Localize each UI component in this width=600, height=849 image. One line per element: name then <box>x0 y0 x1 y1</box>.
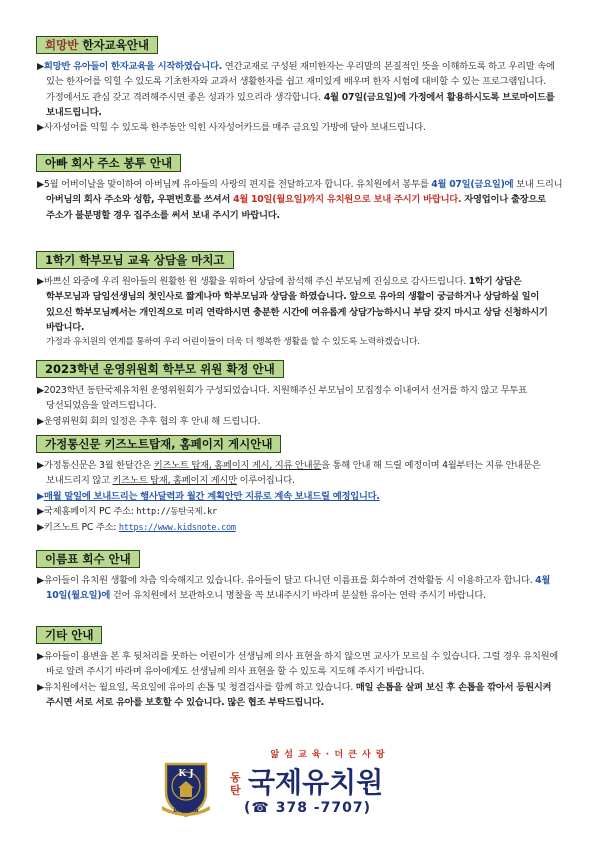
logo-slogan: 앎 섬 교 육 · 더 큰 사 랑 <box>270 750 386 760</box>
section-header: 기타 안내 <box>36 626 102 644</box>
section-header: 이름표 회수 안내 <box>36 550 140 568</box>
homepage-url-line: ▶국제홈페이지 PC 주소: http://동탄국제.kr <box>37 505 217 517</box>
paragraph: ▶가정통신문은 3월 한달간은 키즈노트 탑재, 홈페이지 게시, 지류 안내문을 통해 안내 해 드릴 예정이며 4월부터는 지류 안내문은 보내드리지 않고 키즈노트 탑재, 홈페이지 게시만 이루어집니다. <box>37 460 541 487</box>
paragraph: ▶바쁘신 와중에 우리 원아들의 원활한 원 생활을 위하여 상담에 참석해 주신 부모님께 진심으로 감사드립니다. 1학기 상담은 학부모님과 담임선생님의 첫인사로 짧게나마 학부모님과 상담을 하였습니다. 앞으로 유아의 생활이 궁금하거나 상담하실 일이 있으신 학부모님께서는 개인적으로 미리 연락하시면 충분한 시간에 여유롭게 상담가능하시니 부담 갖지 마시고 상담 신청하시기 바랍니다. <box>37 276 548 333</box>
logo-phone: (☎ 378 -7707) <box>244 800 371 816</box>
section-committee <box>36 358 568 429</box>
paragraph: ▶유치원에서는 월요일, 목요일에 유아의 손톱 및 청결검사를 함께 하고 있습니다. 매일 손톱을 살펴 보신 후 손톱을 깎아서 등원시켜 주시면 서로 서로 유아를 보호할 수 있습니다. 많은 협조 부탁드립니다. <box>37 681 552 708</box>
logo-prefix: 동 <box>230 771 241 784</box>
section-header: 2023학년 운영위원회 학부모 위원 확정 안내 <box>36 360 284 378</box>
paragraph: ▶유아들이 유치원 생활에 차츰 익숙해지고 있습니다. 유아들이 달고 다니던 이름표를 회수하여 견학활동 시 이용하고자 합니다. 4월 10일(월요일)에 걷어 유치원에서 보관하오니 명찰을 꼭 보내주시기 바라며 분실한 유아는 연락 주시기 바랍니다. <box>37 575 551 602</box>
kidsnote-url-line: ▶키즈노트 PC 주소: https://www.kidsnote.com <box>37 522 236 534</box>
section-newsletter <box>36 433 568 536</box>
logo-graphic <box>160 748 460 820</box>
paragraph: ▶매월 말일에 보내드리는 행사달력과 월간 계획안만 지류로 계속 보내드릴 예정입니다. <box>37 490 380 502</box>
kidsnote-url[interactable]: https://www.kidsnote.com <box>118 523 236 534</box>
svg-text:탄: 탄 <box>230 784 241 797</box>
section-nametag <box>36 548 568 604</box>
kindergarten-logo <box>160 748 460 820</box>
paragraph: ▶2023학년 동탄국제유치원 운영위원회가 구성되었습니다. 지원해주신 부모님이 모집정수 이내여서 선거를 하지 않고 무투표 당선되었음을 알려드립니다. <box>37 385 527 412</box>
paragraph: ▶사자성어를 익힐 수 있도록 한주동안 익힌 사자성어카드를 매주 금요일 가방에 달아 보내드립니다. <box>37 122 426 134</box>
badge-caption: DONGTAN <box>173 809 199 814</box>
section-header: 아빠 회사 주소 봉투 안내 <box>36 154 181 172</box>
paragraph: ▶5월 어버이날을 맞이하여 아버님께 유아들의 사랑의 편지를 전달하고자 합니다. 유치원에서 봉투를 4월 07일(금요일)에 보내 드리니 아버님의 회사 주소와 성함, 우편번호를 쓰셔서 4월 10일(월요일)까지 유치원으로 보내 주시기 바랍니다. 자영업이나 출장으로 주소가 불분명할 경우 집주소를 써서 보내 주시기 바랍니다. <box>37 179 563 221</box>
badge-letters: K J <box>178 769 194 779</box>
homepage-url[interactable]: http://동탄국제.kr <box>136 506 217 517</box>
paragraph: ▶운영위원회 회의 일정은 추후 협의 후 안내 해 드립니다. <box>37 415 261 427</box>
paragraph: ▶희망반 유아들이 한자교육을 시작하였습니다. 연간교재로 구성된 재미한자는 우리말의 본질적인 뜻을 이해하도록 하고 우리말 속에 있는 한자어를 익힐 수 있도록 기초한자와 교과서 생활한자를 쉽고 재미있게 배우며 한자 시험에 대비할 수 있는 프로그램입니다. 가정에서도 관심 갖고 격려해주시면 좋은 성과가 있으리라 생각합니다. 4월 07일(금요일)에 가정에서 활용하시도록 브로마이드를 보내드립니다. <box>37 61 555 118</box>
paragraph: 가정과 유치원의 연계를 통하여 우리 어린이들이 더욱 더 행복한 생활을 할 수 있도록 노력하겠습니다. <box>46 337 420 348</box>
logo-name: 국제유치원 <box>248 766 384 799</box>
section-other <box>36 624 568 710</box>
paragraph: ▶유아들이 용변을 본 후 뒷처리를 못하는 어린이가 선생님께 의사 표현을 하지 않으면 교사가 모르실 수 있습니다. 그럴 경우 유치원에 바로 알려 주시기 바라며 유아에게도 선생님께 의사 표현을 할 수 있도록 지도해 주시기 바랍니다. <box>37 651 559 678</box>
section-hanja <box>36 34 568 135</box>
section-envelope <box>36 152 568 223</box>
section-header: 1학기 학부모님 교육 상담을 마치고 <box>36 251 234 269</box>
section-consultation <box>36 249 568 350</box>
section-header: 희망반 한자교육안내 <box>36 36 158 54</box>
section-header: 가정통신문 키즈노트탑재, 홈페이지 게시안내 <box>36 435 281 453</box>
